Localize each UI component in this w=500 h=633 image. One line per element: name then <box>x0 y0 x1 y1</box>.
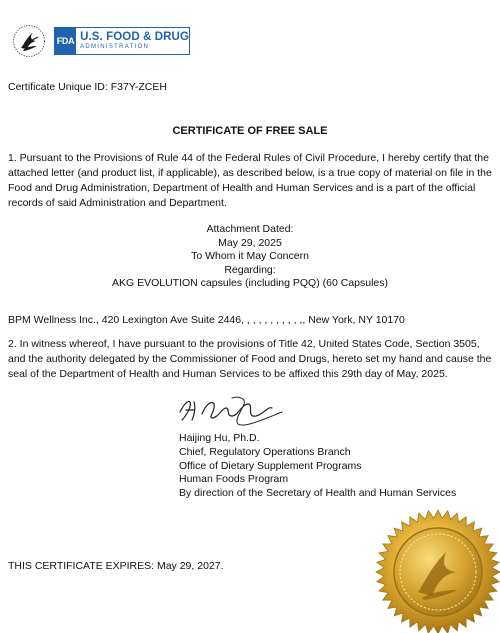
signatory-title-1: Chief, Regulatory Operations Branch <box>179 445 351 458</box>
signatory-title-4: By direction of the Secretary of Health and Human Services <box>179 487 457 500</box>
company-address: BPM Wellness Inc., 420 Lexington Ave Suite 2446, , , , , , , , , , ,, New York, NY 10170 <box>8 314 405 326</box>
certificate-expiration: THIS CERTIFICATE EXPIRES: May 29, 2027. <box>8 560 224 572</box>
signatory-title-3: Human Foods Program <box>179 473 289 486</box>
fda-logo <box>54 27 190 55</box>
signatory-name: Haijing Hu, Ph.D. <box>179 432 260 444</box>
hhs-eagle-logo-icon <box>12 24 46 58</box>
fda-logo-main-text: U.S. FOOD & DRUG <box>80 31 189 43</box>
certificate-id: Certificate Unique ID: F37Y-ZCEH <box>8 81 167 93</box>
regarding-label: Regarding: <box>224 263 276 276</box>
certification-paragraph-1: 1. Pursuant to the Provisions of Rule 44 of the Federal Rules of Civil Procedure, I hereby certify that the attached letter (and product list, if applicable), as described below, is a true copy of material on file in the Food and Drug Administration, Department of Health and Human Services and is a part of the official records of said Administration and Department. <box>8 152 492 209</box>
attachment-addressee: To Whom it May Concern <box>191 250 309 262</box>
signatory-block <box>179 432 456 501</box>
fda-logo-sub-text: ADMINISTRATION <box>80 44 150 50</box>
certification-paragraph-2: 2. In witness whereof, I have pursuant to the provisions of Title 42, United States Code, Section 3505, and the authority delegated by the Commissioner of Food and Drugs, hereto set my hand and cause the seal of the Department of Health and Human Services to be affixed this 29th day of May, 2025. <box>8 338 492 380</box>
signatory-title-2: Office of Dietary Supplement Programs <box>179 459 362 472</box>
product-description: AKG EVOLUTION capsules (including PQQ) (60 Capsules) <box>111 277 389 289</box>
fda-logo-box: FDA <box>55 28 76 54</box>
attachment-block <box>0 223 500 291</box>
attachment-date: May 29, 2025 <box>218 236 282 249</box>
certificate-title: CERTIFICATE OF FREE SALE <box>172 125 328 137</box>
gold-seal-icon <box>366 500 500 633</box>
handwritten-signature <box>172 390 302 430</box>
attachment-dated-label: Attachment Dated: <box>206 223 294 235</box>
